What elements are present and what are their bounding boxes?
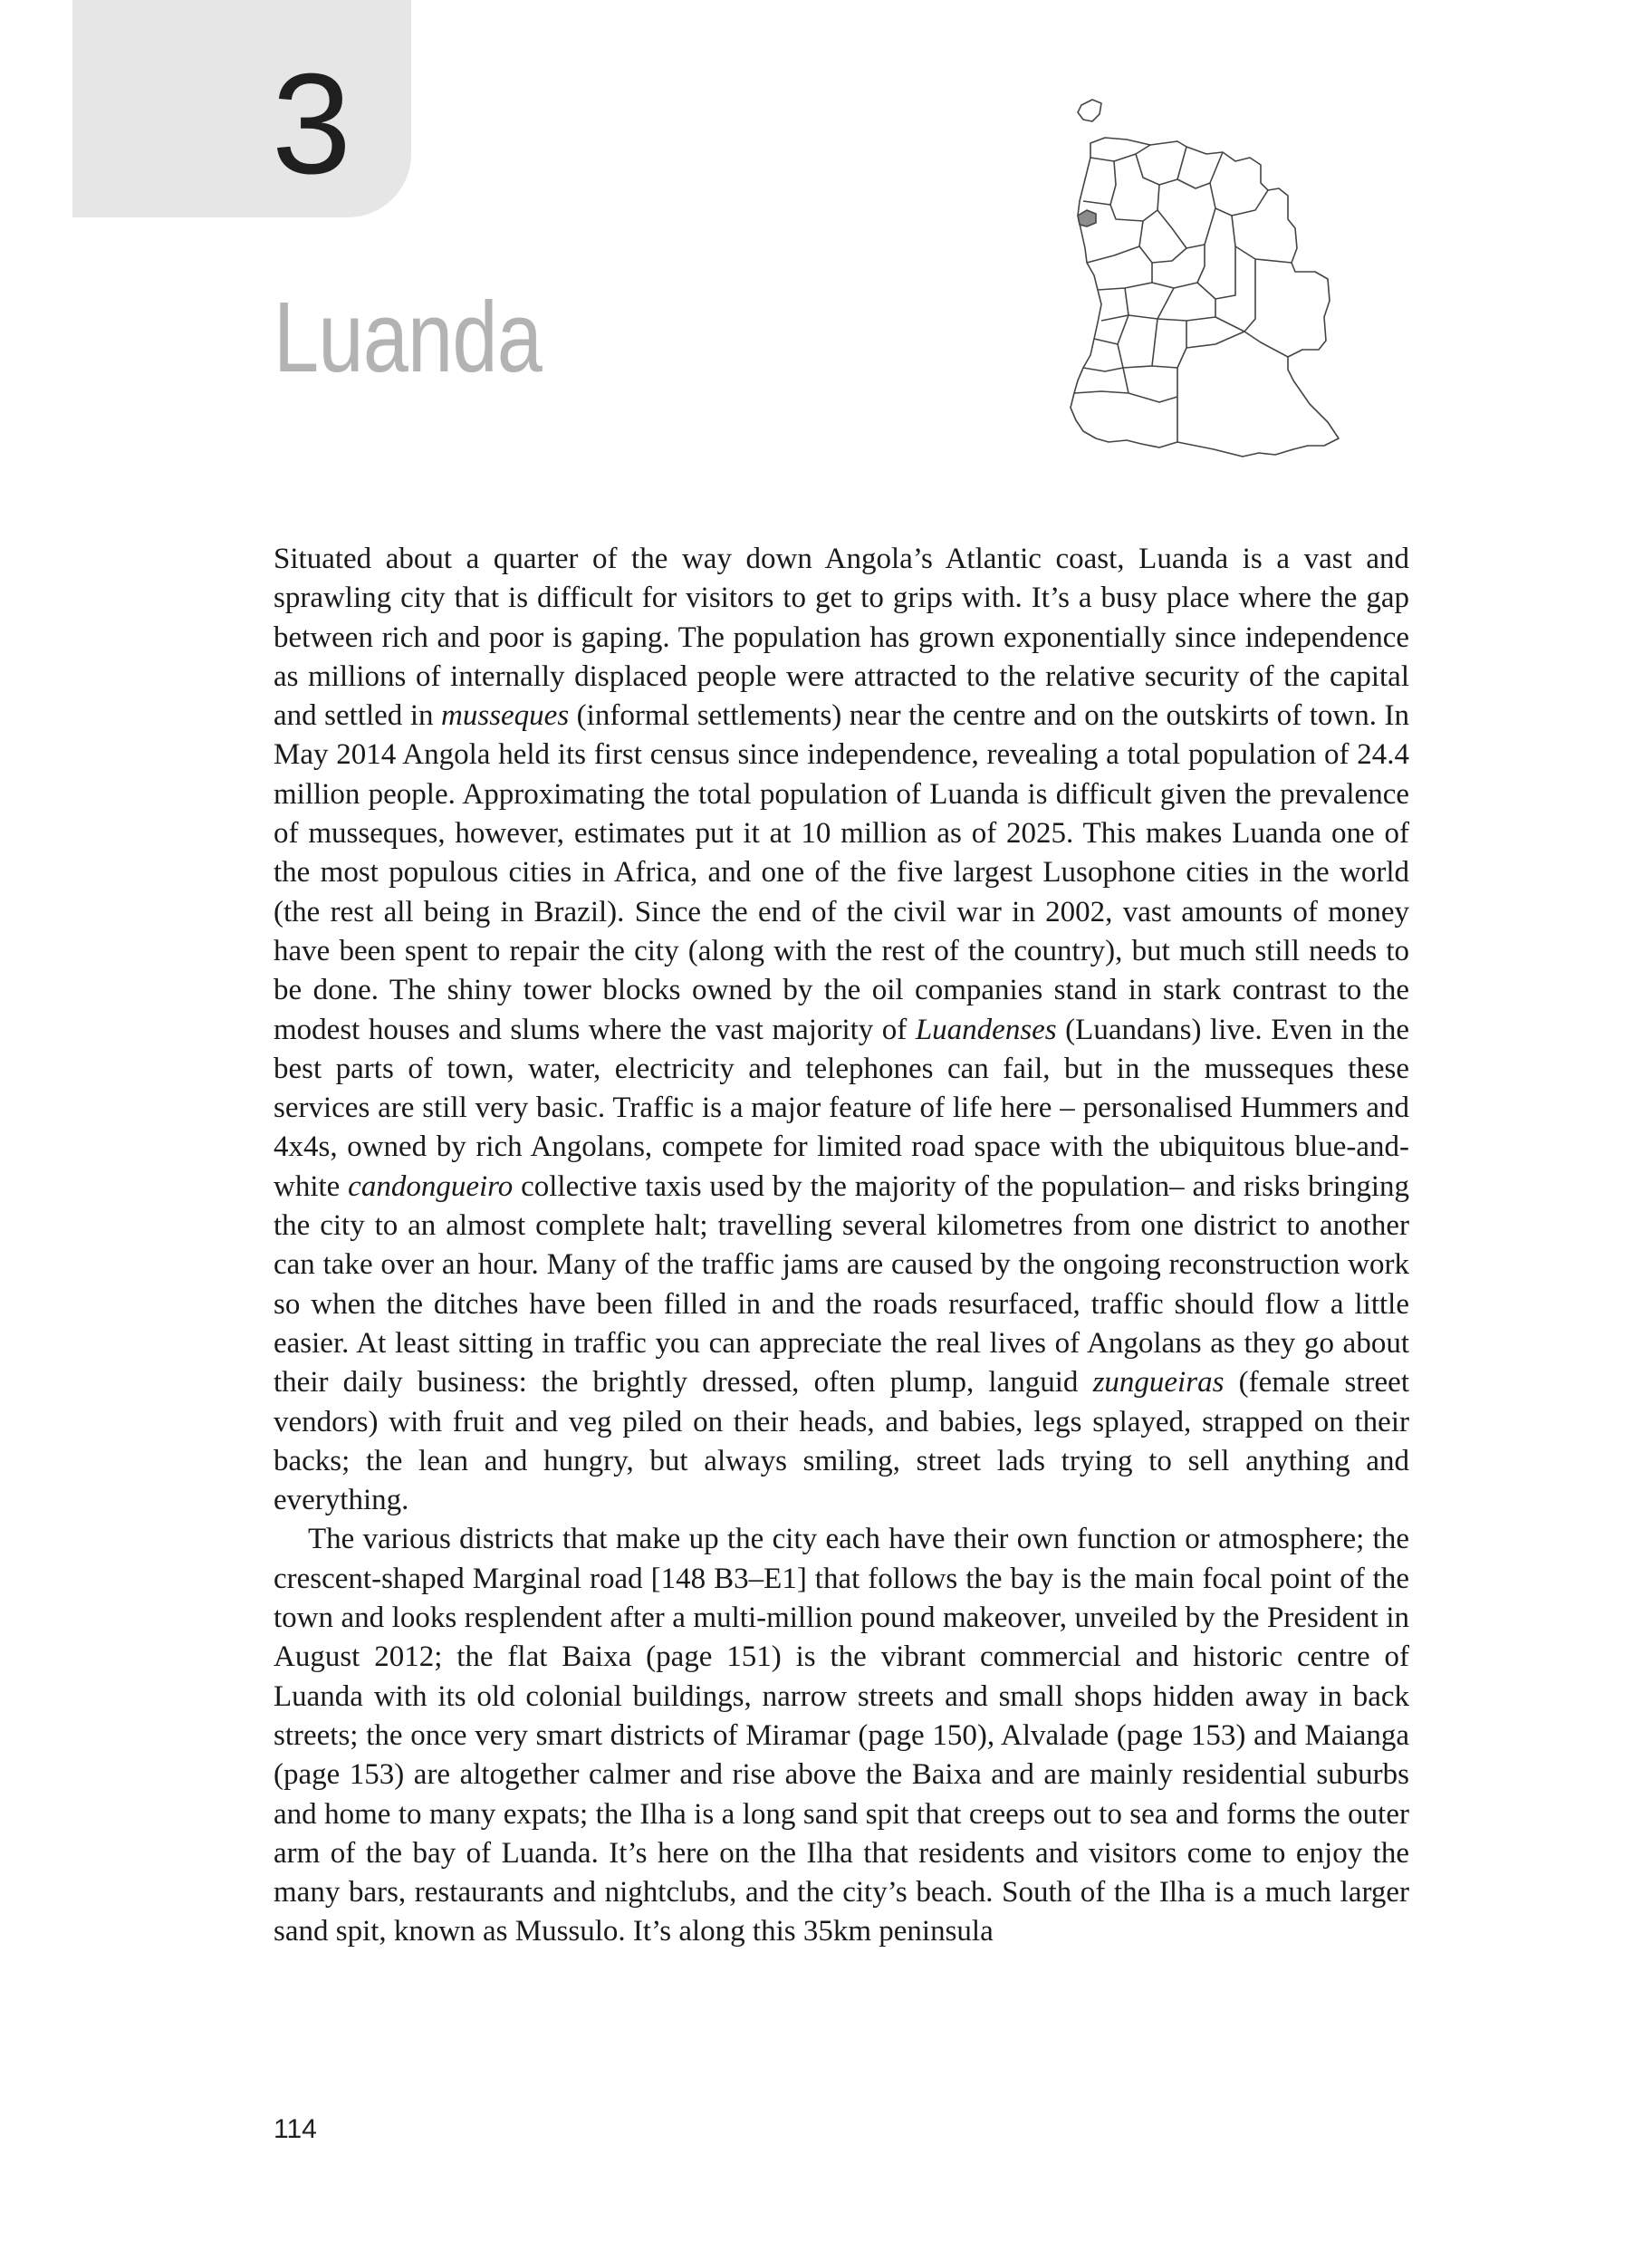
map-border (1094, 315, 1129, 344)
angola-locator-map (1051, 94, 1404, 475)
map-border (1110, 161, 1116, 205)
term-candongueiro: candongueiro (348, 1169, 514, 1203)
map-border (1098, 263, 1152, 290)
map-border (1177, 152, 1223, 188)
term-zungueiras: zungueiras (1092, 1366, 1225, 1400)
map-border (1090, 145, 1150, 161)
map-border (1210, 183, 1268, 216)
body-text (274, 540, 1409, 1952)
map-border (1101, 288, 1129, 321)
map-border (1157, 208, 1215, 248)
map-border (1129, 288, 1174, 319)
map-region-cabinda (1078, 100, 1101, 121)
chapter-tab (72, 0, 411, 217)
map-border (1136, 147, 1186, 185)
map-border (1152, 245, 1205, 288)
map-border (1244, 332, 1288, 357)
paragraph-2: The various districts that make up the city each have their own function or atmosphere; the crescent-shaped Marginal road [148 B3–E1] that follows the bay is the main focal point of the town and looks resplendent after a multi-million pound makeover, unveiled by the President in August 2012; the flat Baixa (page 151) is the vibrant commercial and historic centre of Luanda with its old colonial buildings, narrow streets and small shops hidden away in back streets; the once very smart districts of Miramar (page 150), Alvalade (page 153) and Maianga (page 153) are altogether calmer and rise above the Baixa and are mainly residential suburbs and home to many expats; the Ilha is a long sand spit that creeps out to sea and forms the outer arm of the bay of Luanda. It’s here on the Ilha that residents and visitors come to enjoy the many bars, restaurants and nightclubs, and the city’s beach. South of the Ilha is a much larger sand spit, known as Mussulo. It’s along this 35km peninsula (274, 1523, 1409, 1948)
chapter-number: 3 (272, 44, 351, 204)
map-border (1083, 368, 1123, 371)
page-number: 114 (274, 2114, 317, 2144)
map-border (1123, 368, 1177, 402)
chapter-title: Luanda (274, 282, 543, 393)
map-border (1087, 246, 1139, 263)
map-border (1186, 332, 1244, 348)
map-border (1197, 246, 1235, 299)
paragraph-1 (274, 540, 1409, 1520)
paragraph-1-part-1: Situated about a quarter of the way down Angola’s Atlantic coast, Luanda is a vast and sprawling city that is difficult for visitors to get to grips with. It’s a busy place where the gap between rich and poor is gaping. The population has grown exponentially since independence as millions of internally displaced people were attracted to the relative security of the capital and settled in (274, 543, 1409, 733)
map-border (1152, 321, 1186, 368)
paragraph-1-part-4: collective taxis used by the majority of the population– and risks bringing the city to an almost complete halt; travelling several kilometres from one district to another can take over an hour. Many of the traffic jams are caused by the ongoing reconstruction work so when the ditches have been filled in and the roads resurfaced, traffic should flow a little easier. At least sitting in traffic you can appreciate the real lives of Angolans as they go about their daily business: the brightly dressed, often plump, languid (274, 1169, 1409, 1400)
map-border (1139, 221, 1186, 263)
term-luandenses: Luandenses (915, 1013, 1057, 1046)
map-border (1232, 216, 1292, 263)
map-region-luanda-highlight (1078, 210, 1096, 226)
map-border (1118, 319, 1157, 368)
paragraph-1-part-3: (Luandans) live. Even in the best parts of town, water, electricity and telephones can fail, but in the musseques these services are still very basic. Traffic is a major feature of life here – personalised Hummers and 4x4s, owned by rich Angolans, compete for limited road space with the ubiquitous blue-and-white (274, 1013, 1410, 1203)
map-border (1074, 391, 1129, 393)
paragraph-1-part-2: (informal settlements) near the centre and on the outskirts of town. In May 2014 Angola held its first census since independence, revealing a total population of 24.4 million people. Approximating the total population of Luanda is difficult given the prevalence of musseques, however, estimates put it at 10 million as of 2025. This makes Luanda one of the most populous cities in Africa, and one of the five largest Lusophone cities in the world (the rest all being in Brazil). Since the end of the civil war in 2002, vast amounts of money have been spent to repair the city (along with the rest of the country), but much still needs to be done. The shiny tower blocks owned by the oil companies stand in stark contrast to the modest houses and slums where the vast majority of (274, 699, 1409, 1046)
term-musseques: musseques (441, 699, 570, 733)
paragraph-1-part-5: (female street vendors) with fruit and veg piled on their heads, and babies, legs splayed, strapped on their backs; the lean and hungry, but always smiling, street lads trying to sell anything and everything. (274, 1366, 1409, 1517)
